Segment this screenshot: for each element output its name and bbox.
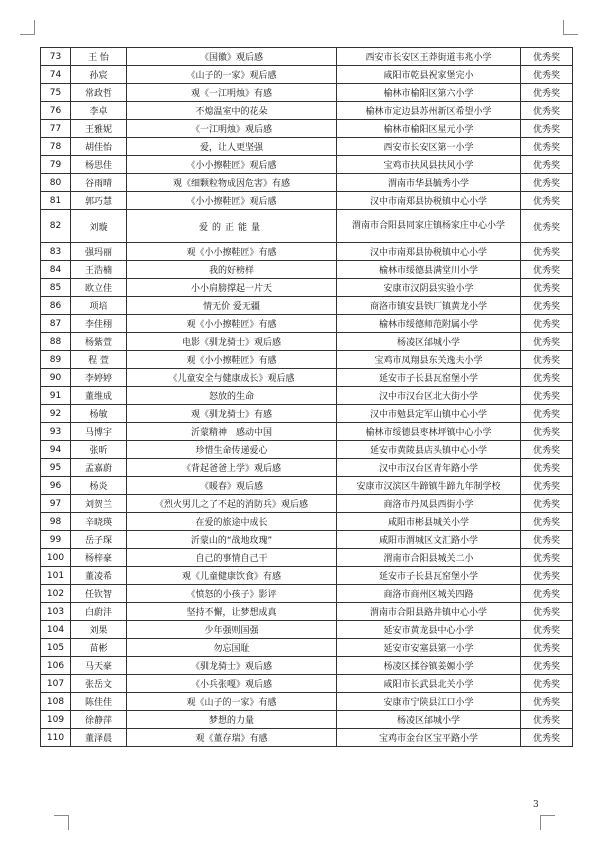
table-row xyxy=(41,711,573,729)
student-name: 董维成 xyxy=(71,387,127,405)
essay-title: 在爱的旅途中成长 xyxy=(127,513,337,531)
award-level: 优秀奖 xyxy=(521,585,573,603)
table-row xyxy=(41,120,573,138)
row-number: 78 xyxy=(41,138,71,156)
student-name: 王浩楠 xyxy=(71,261,127,279)
row-number: 76 xyxy=(41,102,71,120)
school-name: 榆林市定边县苏州新区希望小学 xyxy=(337,102,521,120)
school-name: 杨凌区邰城小学 xyxy=(337,711,521,729)
essay-title: 少年强则国强 xyxy=(127,621,337,639)
student-name: 杨梓豪 xyxy=(71,549,127,567)
table-row xyxy=(41,192,573,210)
essay-title: 观《董存瑞》有感 xyxy=(127,729,337,747)
table-row xyxy=(41,174,573,192)
school-name: 渭南市华县毓秀小学 xyxy=(337,174,521,192)
student-name: 欧立佳 xyxy=(71,279,127,297)
table-row xyxy=(41,423,573,441)
essay-title: 观《细颗粒物成因危害》有感 xyxy=(127,174,337,192)
essay-title: 《愤怒的小孩子》影评 xyxy=(127,585,337,603)
table-row xyxy=(41,333,573,351)
essay-title: 《山子的一家》观后感 xyxy=(127,66,337,84)
award-level: 优秀奖 xyxy=(521,441,573,459)
row-number: 93 xyxy=(41,423,71,441)
school-name: 延安市子长县瓦窑堡小学 xyxy=(337,369,521,387)
row-number: 109 xyxy=(41,711,71,729)
row-number: 108 xyxy=(41,693,71,711)
table-row xyxy=(41,351,573,369)
essay-title: 《儿童安全与健康成长》观后感 xyxy=(127,369,337,387)
student-name: 刘果 xyxy=(71,621,127,639)
row-number: 90 xyxy=(41,369,71,387)
table-row xyxy=(41,549,573,567)
essay-title: 自己的事情自己干 xyxy=(127,549,337,567)
row-number: 92 xyxy=(41,405,71,423)
award-level: 优秀奖 xyxy=(521,495,573,513)
school-name: 汉中市南郑县协税镇中心小学 xyxy=(337,192,521,210)
essay-title: 《小小擦鞋匠》观后感 xyxy=(127,156,337,174)
table-row xyxy=(41,156,573,174)
school-name: 咸阳市乾县祝家堡完小 xyxy=(337,66,521,84)
student-name: 董泽晨 xyxy=(71,729,127,747)
school-name: 安康市宁陕县江口小学 xyxy=(337,693,521,711)
award-level: 优秀奖 xyxy=(521,369,573,387)
crop-mark-bottom-left xyxy=(54,815,69,830)
row-number: 77 xyxy=(41,120,71,138)
student-name: 马博宇 xyxy=(71,423,127,441)
row-number: 97 xyxy=(41,495,71,513)
table-row xyxy=(41,66,573,84)
award-level: 优秀奖 xyxy=(521,711,573,729)
student-name: 张昕 xyxy=(71,441,127,459)
award-level: 优秀奖 xyxy=(521,621,573,639)
student-name: 项培 xyxy=(71,297,127,315)
school-name: 宝鸡市凤翔县东关逸夫小学 xyxy=(337,351,521,369)
award-level: 优秀奖 xyxy=(521,333,573,351)
award-level: 优秀奖 xyxy=(521,405,573,423)
essay-title: 我的好榜样 xyxy=(127,261,337,279)
school-name: 安康市汉阴县实验小学 xyxy=(337,279,521,297)
award-level: 优秀奖 xyxy=(521,549,573,567)
essay-title: 沂蒙山的“战地玫瑰” xyxy=(127,531,337,549)
table-row xyxy=(41,531,573,549)
award-level: 优秀奖 xyxy=(521,102,573,120)
essay-title: 观《小小擦鞋匠》有感 xyxy=(127,351,337,369)
row-number: 105 xyxy=(41,639,71,657)
essay-title: 《背起爸爸上学》观后感 xyxy=(127,459,337,477)
award-level: 优秀奖 xyxy=(521,48,573,66)
table-row xyxy=(41,441,573,459)
row-number: 110 xyxy=(41,729,71,747)
essay-title: 《暖春》观后感 xyxy=(127,477,337,495)
row-number: 83 xyxy=(41,243,71,261)
award-level: 优秀奖 xyxy=(521,156,573,174)
table-row xyxy=(41,567,573,585)
row-number: 85 xyxy=(41,279,71,297)
award-level: 优秀奖 xyxy=(521,261,573,279)
school-name: 西安市长安区王莽街道韦兆小学 xyxy=(337,48,521,66)
essay-title: 观《一江明烛》有感 xyxy=(127,84,337,102)
essay-title: 怒放的生命 xyxy=(127,387,337,405)
school-name: 榆林市榆阳区星元小学 xyxy=(337,120,521,138)
award-level: 优秀奖 xyxy=(521,675,573,693)
row-number: 99 xyxy=(41,531,71,549)
table-row xyxy=(41,477,573,495)
table-row xyxy=(41,48,573,66)
table-row xyxy=(41,387,573,405)
student-name: 张岳文 xyxy=(71,675,127,693)
school-name: 延安市黄陵县店头镇中心小学 xyxy=(337,441,521,459)
table-row xyxy=(41,513,573,531)
award-level: 优秀奖 xyxy=(521,729,573,747)
essay-title: 情无价 爱无疆 xyxy=(127,297,337,315)
school-name: 榆林市绥德县枣林坪镇中心小学 xyxy=(337,423,521,441)
essay-title: 《小小擦鞋匠》观后感 xyxy=(127,192,337,210)
award-level: 优秀奖 xyxy=(521,531,573,549)
table-row xyxy=(41,657,573,675)
table-row xyxy=(41,243,573,261)
row-number: 107 xyxy=(41,675,71,693)
school-name: 咸阳市长武县北关小学 xyxy=(337,675,521,693)
table-row xyxy=(41,138,573,156)
school-name: 咸阳市彬县城关小学 xyxy=(337,513,521,531)
school-name: 宝鸡市扶风县扶风小学 xyxy=(337,156,521,174)
school-name: 宝鸡市金台区宝平路小学 xyxy=(337,729,521,747)
student-name: 辛晓瑛 xyxy=(71,513,127,531)
student-name: 杨思佳 xyxy=(71,156,127,174)
student-name: 刘贺兰 xyxy=(71,495,127,513)
student-name: 杨紫萱 xyxy=(71,333,127,351)
table-row xyxy=(41,210,573,243)
school-name: 安康市汉滨区牛蹄镇牛蹄九年制学校 xyxy=(337,477,521,495)
table-row xyxy=(41,405,573,423)
school-name: 延安市黄龙县中心小学 xyxy=(337,621,521,639)
row-number: 100 xyxy=(41,549,71,567)
award-level: 优秀奖 xyxy=(521,120,573,138)
student-name: 孙宸 xyxy=(71,66,127,84)
table-row xyxy=(41,729,573,747)
essay-title: 《烈火男儿之了不起的消防兵》观后感 xyxy=(127,495,337,513)
crop-mark-bottom-right xyxy=(540,815,555,830)
student-name: 苗彬 xyxy=(71,639,127,657)
essay-title: 《驯龙骑士》观后感 xyxy=(127,657,337,675)
student-name: 李佳栩 xyxy=(71,315,127,333)
essay-title: 坚持不懈，让梦想成真 xyxy=(127,603,337,621)
school-name: 渭南市合阳县城关二小 xyxy=(337,549,521,567)
award-level: 优秀奖 xyxy=(521,297,573,315)
table-row xyxy=(41,603,573,621)
row-number: 84 xyxy=(41,261,71,279)
essay-title: 沂蒙精神 感动中国 xyxy=(127,423,337,441)
row-number: 87 xyxy=(41,315,71,333)
student-name: 杨敏 xyxy=(71,405,127,423)
table-row xyxy=(41,495,573,513)
student-name: 白蔚沣 xyxy=(71,603,127,621)
student-name: 岳子琛 xyxy=(71,531,127,549)
award-level: 优秀奖 xyxy=(521,459,573,477)
student-name: 任钦智 xyxy=(71,585,127,603)
award-level: 优秀奖 xyxy=(521,639,573,657)
school-name: 汉中市勉县定军山镇中心小学 xyxy=(337,405,521,423)
award-level: 优秀奖 xyxy=(521,603,573,621)
row-number: 104 xyxy=(41,621,71,639)
award-list-table xyxy=(40,47,573,747)
crop-mark-top-left xyxy=(20,20,35,35)
student-name: 李婷婷 xyxy=(71,369,127,387)
award-level: 优秀奖 xyxy=(521,423,573,441)
student-name: 李卓 xyxy=(71,102,127,120)
school-name: 渭南市合阳县同家庄镇杨家庄中心小学 xyxy=(337,210,521,243)
award-level: 优秀奖 xyxy=(521,513,573,531)
essay-title: 小小肩膀撑起一片天 xyxy=(127,279,337,297)
student-name: 徐静萍 xyxy=(71,711,127,729)
row-number: 89 xyxy=(41,351,71,369)
table-row xyxy=(41,585,573,603)
essay-title: 珍惜生命传递爱心 xyxy=(127,441,337,459)
award-level: 优秀奖 xyxy=(521,657,573,675)
table-row xyxy=(41,675,573,693)
table-row xyxy=(41,459,573,477)
essay-title: 观《山子的一家》有感 xyxy=(127,693,337,711)
school-name: 汉中市汉台区北大街小学 xyxy=(337,387,521,405)
school-name: 汉中市汉台区青年路小学 xyxy=(337,459,521,477)
essay-title: 观《驯龙骑士》有感 xyxy=(127,405,337,423)
school-name: 延安市子长县瓦窑堡小学 xyxy=(337,567,521,585)
school-name: 咸阳市渭城区文汇路小学 xyxy=(337,531,521,549)
table-row xyxy=(41,693,573,711)
table-row xyxy=(41,315,573,333)
school-name: 榆林市绥德师范附属小学 xyxy=(337,315,521,333)
row-number: 96 xyxy=(41,477,71,495)
student-name: 孟嘉蔚 xyxy=(71,459,127,477)
school-name: 商洛市丹凤县西街小学 xyxy=(337,495,521,513)
table-row xyxy=(41,297,573,315)
award-level: 优秀奖 xyxy=(521,279,573,297)
essay-title: 观《小小擦鞋匠》有感 xyxy=(127,243,337,261)
table-row xyxy=(41,639,573,657)
student-name: 董凌希 xyxy=(71,567,127,585)
row-number: 79 xyxy=(41,156,71,174)
essay-title: 《一江明烛》观后感 xyxy=(127,120,337,138)
essay-title: 不熄温室中的花朵 xyxy=(127,102,337,120)
school-name: 榆林市绥德县满堂川小学 xyxy=(337,261,521,279)
table-row xyxy=(41,84,573,102)
essay-title: 《国徽》观后感 xyxy=(127,48,337,66)
award-level: 优秀奖 xyxy=(521,243,573,261)
row-number: 88 xyxy=(41,333,71,351)
row-number: 103 xyxy=(41,603,71,621)
row-number: 94 xyxy=(41,441,71,459)
award-level: 优秀奖 xyxy=(521,210,573,243)
student-name: 程 萱 xyxy=(71,351,127,369)
table-row xyxy=(41,279,573,297)
essay-title: 《小兵张嘎》观后感 xyxy=(127,675,337,693)
school-name: 商洛市镇安县铁厂镇黄龙小学 xyxy=(337,297,521,315)
row-number: 91 xyxy=(41,387,71,405)
essay-title: 观《儿童健康饮食》有感 xyxy=(127,567,337,585)
crop-mark-top-right xyxy=(563,20,578,35)
student-name: 王雅妮 xyxy=(71,120,127,138)
row-number: 95 xyxy=(41,459,71,477)
school-name: 杨凌区邰城小学 xyxy=(337,333,521,351)
award-level: 优秀奖 xyxy=(521,192,573,210)
school-name: 延安市安塞县第一小学 xyxy=(337,639,521,657)
table-row xyxy=(41,102,573,120)
table-row xyxy=(41,621,573,639)
student-name: 刘璇 xyxy=(71,210,127,243)
row-number: 98 xyxy=(41,513,71,531)
row-number: 75 xyxy=(41,84,71,102)
row-number: 81 xyxy=(41,192,71,210)
row-number: 106 xyxy=(41,657,71,675)
award-level: 优秀奖 xyxy=(521,387,573,405)
essay-title: 观《小小擦鞋匠》有感 xyxy=(127,315,337,333)
award-level: 优秀奖 xyxy=(521,138,573,156)
school-name: 渭南市合阳县路井镇中心小学 xyxy=(337,603,521,621)
row-number: 82 xyxy=(41,210,71,243)
student-name: 强玛丽 xyxy=(71,243,127,261)
row-number: 80 xyxy=(41,174,71,192)
award-level: 优秀奖 xyxy=(521,66,573,84)
student-name: 胡佳怡 xyxy=(71,138,127,156)
student-name: 谷雨晴 xyxy=(71,174,127,192)
essay-title: 梦想的力量 xyxy=(127,711,337,729)
table-row xyxy=(41,261,573,279)
row-number: 73 xyxy=(41,48,71,66)
student-name: 常政哲 xyxy=(71,84,127,102)
essay-title: 勿忘国耻 xyxy=(127,639,337,657)
essay-title: 电影《驯龙骑士》观后感 xyxy=(127,333,337,351)
school-name: 商洛市商州区城关四路 xyxy=(337,585,521,603)
school-name: 西安市长安区第一小学 xyxy=(337,138,521,156)
row-number: 74 xyxy=(41,66,71,84)
award-list-body xyxy=(41,48,573,747)
page-number: 3 xyxy=(533,800,539,810)
award-level: 优秀奖 xyxy=(521,174,573,192)
student-name: 杨炎 xyxy=(71,477,127,495)
essay-title: 爱的正能量 xyxy=(127,210,337,243)
row-number: 86 xyxy=(41,297,71,315)
student-name: 马天豪 xyxy=(71,657,127,675)
school-name: 杨凌区揉谷镇姜嫄小学 xyxy=(337,657,521,675)
award-level: 优秀奖 xyxy=(521,315,573,333)
student-name: 郭巧慧 xyxy=(71,192,127,210)
award-level: 优秀奖 xyxy=(521,567,573,585)
school-name: 汉中市南郑县协税镇中心小学 xyxy=(337,243,521,261)
school-name: 榆林市榆阳区第六小学 xyxy=(337,84,521,102)
row-number: 101 xyxy=(41,567,71,585)
student-name: 王 怡 xyxy=(71,48,127,66)
award-level: 优秀奖 xyxy=(521,477,573,495)
table-row xyxy=(41,369,573,387)
award-level: 优秀奖 xyxy=(521,693,573,711)
award-level: 优秀奖 xyxy=(521,84,573,102)
row-number: 102 xyxy=(41,585,71,603)
student-name: 陈佳佳 xyxy=(71,693,127,711)
award-level: 优秀奖 xyxy=(521,351,573,369)
essay-title: 爱，让人更坚强 xyxy=(127,138,337,156)
